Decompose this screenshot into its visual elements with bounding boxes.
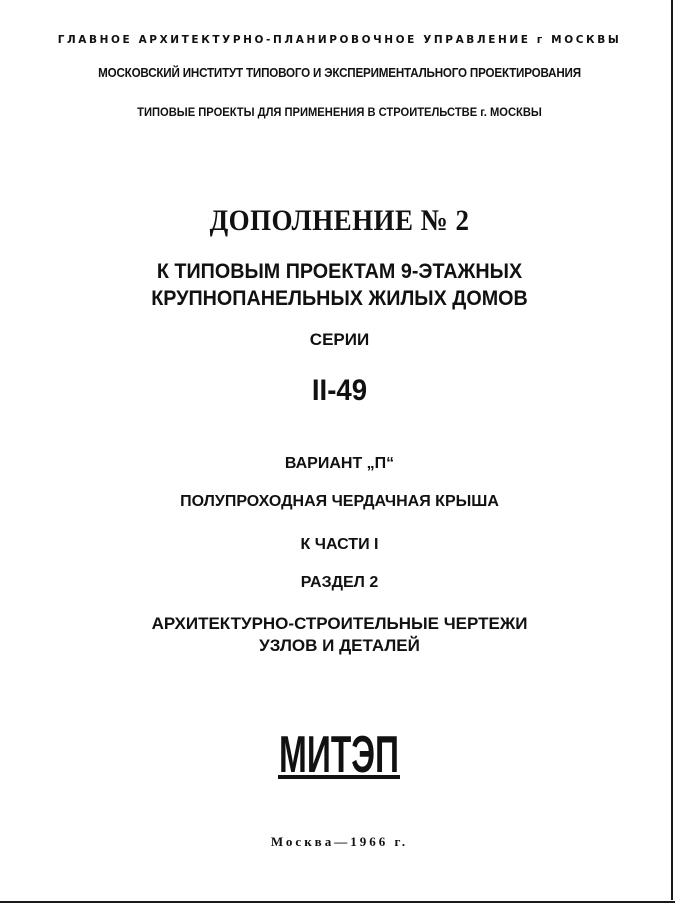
header-purpose: ТИПОВЫЕ ПРОЕКТЫ ДЛЯ ПРИМЕНЕНИЯ В СТРОИТЕЛЬСТВЕ г. МОСКВЫ xyxy=(137,105,542,119)
document-subtitle-line2: КРУПНОПАНЕЛЬНЫХ ЖИЛЫХ ДОМОВ xyxy=(151,287,528,310)
mitep-logo xyxy=(276,726,402,784)
header-institute: МОСКОВСКИЙ ИНСТИТУТ ТИПОВОГО И ЭКСПЕРИМЕНТАЛЬНОГО ПРОЕКТИРОВАНИЯ xyxy=(98,66,581,80)
logo-text: МИТЭП xyxy=(279,726,399,784)
series-number: II-49 xyxy=(311,374,368,407)
section-label: РАЗДЕЛ 2 xyxy=(300,574,379,591)
document-title: ДОПОЛНЕНИЕ № 2 xyxy=(209,204,470,237)
drawings-title-line1: АРХИТЕКТУРНО-СТРОИТЕЛЬНЫЕ ЧЕРТЕЖИ xyxy=(151,614,528,633)
header-department: ГЛАВНОЕ АРХИТЕКТУРНО-ПЛАНИРОВОЧНОЕ УПРАВЛЕНИЕ г МОСКВЫ xyxy=(57,34,622,46)
publication-place-year: Москва—1966 г. xyxy=(270,834,409,849)
part-label: К ЧАСТИ I xyxy=(300,536,379,553)
roof-type: ПОЛУПРОХОДНАЯ ЧЕРДАЧНАЯ КРЫША xyxy=(180,493,499,510)
drawings-title-line2: УЗЛОВ И ДЕТАЛЕЙ xyxy=(259,636,420,655)
series-label: СЕРИИ xyxy=(309,330,370,349)
page-border-bottom xyxy=(0,901,675,903)
variant-label: ВАРИАНТ „П“ xyxy=(284,455,395,472)
document-subtitle-line1: К ТИПОВЫМ ПРОЕКТАМ 9-ЭТАЖНЫХ xyxy=(156,260,523,283)
page-border-right xyxy=(671,0,673,900)
